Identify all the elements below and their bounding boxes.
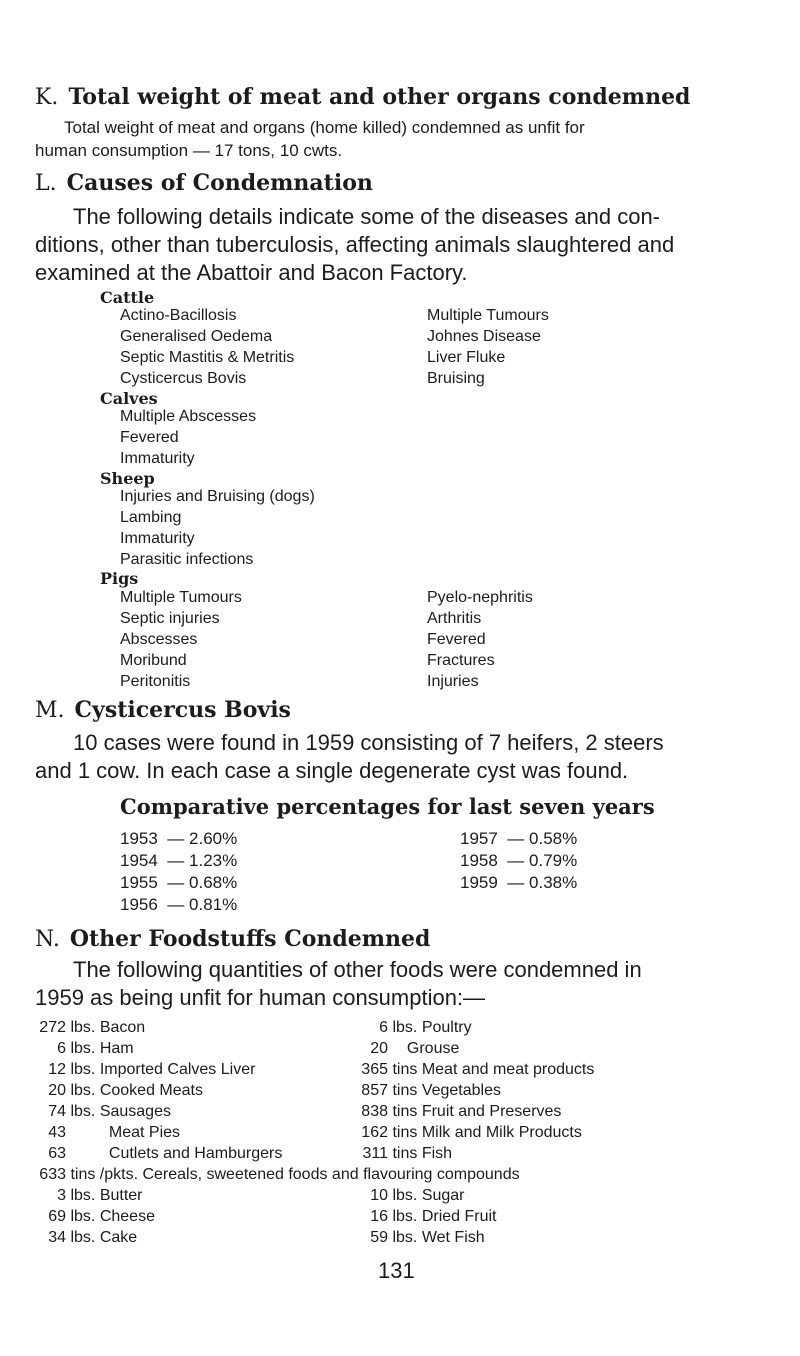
percentage-row: 1958 — 0.79% [460,851,578,870]
list-item: Fractures [427,652,495,669]
list-item: 20 Grouse [370,1040,460,1057]
list-item: Bruising [427,370,485,387]
list-item: 10 lbs. Sugar [370,1187,465,1204]
list-item: 74 lbs. Sausages [48,1103,171,1120]
cattle-left-list [120,305,294,389]
list-item: Immaturity [120,450,195,467]
section-n-heading [35,926,430,952]
list-item: 63 Cutlets and Hamburgers [48,1145,283,1162]
section-l-title: Causes of Condemnation [66,170,373,196]
percentage-row: 1954 — 1.23% [120,851,238,870]
section-m-body [35,729,664,785]
section-m-body-line: and 1 cow. In each case a single degenerate cyst was found. [35,758,629,783]
section-m-body-line: 10 cases were found in 1959 consisting of 7 heifers, 2 steers [73,730,664,755]
section-k-heading [35,84,690,110]
cereals-line: 633 tins /pkts. Cereals, sweetened foods and flavouring compounds [39,1166,520,1183]
section-k-letter: K. [35,85,59,110]
section-n-body-line: The following quantities of other foods were condemned in [73,957,642,982]
list-item: 69 lbs. Cheese [48,1208,155,1225]
list-item: Moribund [120,652,187,669]
cattle-right-list [427,305,549,389]
section-n-title: Other Foodstuffs Condemned [69,926,431,952]
calves-list [120,406,256,469]
list-item: 3 lbs. Butter [57,1187,143,1204]
section-l-heading [35,170,373,196]
page-number: 131 [378,1258,415,1283]
section-l-intro-line: examined at the Abattoir and Bacon Factory. [35,260,468,285]
list-item: 6 lbs. Ham [57,1040,134,1057]
list-item: Parasitic infections [120,551,254,568]
foods-left-list [34,1017,282,1164]
list-item: 857 tins Vegetables [361,1082,501,1099]
percentage-row: 1955 — 0.68% [120,873,238,892]
list-item: Actino-Bacillosis [120,307,237,324]
list-item: Septic Mastitis & Metritis [120,349,295,366]
percentages-left [120,828,237,916]
list-item: 162 tins Milk and Milk Products [361,1124,582,1141]
percentage-row: 1953 — 2.60% [120,829,238,848]
list-item: Injuries [427,673,479,690]
sheep-title: Sheep [100,469,155,488]
percentages-right [460,828,577,894]
list-item: 43 Meat Pies [48,1124,181,1141]
percentage-row: 1957 — 0.58% [460,829,578,848]
list-item: Abscesses [120,631,198,648]
list-item: Johnes Disease [427,328,541,345]
list-item: Cysticercus Bovis [120,370,247,387]
section-k-body-line1: Total weight of meat and organs (home killed) condemned as unfit for [64,118,585,137]
list-item: 6 lbs. Poultry [379,1019,472,1036]
percentage-row: 1956 — 0.81% [120,895,238,914]
section-k-body-line2: human consumption — 17 tons, 10 cwts. [35,141,343,160]
list-item: Immaturity [120,530,195,547]
pigs-right-list [427,587,533,692]
list-item: 272 lbs. Bacon [39,1019,146,1036]
cattle-title: Cattle [100,288,155,307]
section-k-title: Total weight of meat and other organs condemned [68,84,691,110]
list-item: 12 lbs. Imported Calves Liver [48,1061,256,1078]
list-item: Multiple Tumours [120,589,242,606]
pigs-title: Pigs [100,569,139,588]
section-m-title: Cysticercus Bovis [74,697,291,723]
list-item: Generalised Oedema [120,328,273,345]
list-item: Peritonitis [120,673,191,690]
list-item: 311 tins Fish [362,1145,453,1162]
list-item: Injuries and Bruising (dogs) [120,488,315,505]
section-m-heading [35,697,291,723]
list-item: 16 lbs. Dried Fruit [370,1208,497,1225]
list-item: 34 lbs. Cake [48,1229,138,1246]
section-n-letter: N. [35,927,60,952]
list-item: Pyelo-nephritis [427,589,533,606]
list-item: 838 tins Fruit and Preserves [361,1103,562,1120]
list-item: Multiple Abscesses [120,408,257,425]
foods-right-list [358,1017,594,1164]
section-l-letter: L. [35,171,57,196]
list-item: Fevered [427,631,486,648]
comparative-percentages-title: Comparative percentages for last seven years [120,794,655,819]
list-item: Septic injuries [120,610,220,627]
section-n-body [35,956,642,1012]
sheep-list [120,486,315,570]
section-n-body-line: 1959 as being unfit for human consumption:— [35,985,486,1010]
list-item: Liver Fluke [427,349,506,366]
list-item: Arthritis [427,610,482,627]
list-item: Multiple Tumours [427,307,549,324]
section-l-intro-line: The following details indicate some of the diseases and con- [73,204,661,229]
foods-right-tail-list [358,1185,497,1248]
list-item: 59 lbs. Wet Fish [370,1229,485,1246]
list-item: 365 tins Meat and meat products [361,1061,595,1078]
pigs-left-list [120,587,242,692]
calves-title: Calves [100,389,158,408]
list-item: Lambing [120,509,182,526]
section-m-letter: M. [35,698,65,723]
list-item: 20 lbs. Cooked Meats [48,1082,203,1099]
list-item: Fevered [120,429,179,446]
section-l-intro-line: ditions, other than tuberculosis, affecting animals slaughtered and [35,232,675,257]
percentage-row: 1959 — 0.38% [460,873,578,892]
section-l-intro [35,203,674,287]
foods-left-tail-list [34,1185,155,1248]
